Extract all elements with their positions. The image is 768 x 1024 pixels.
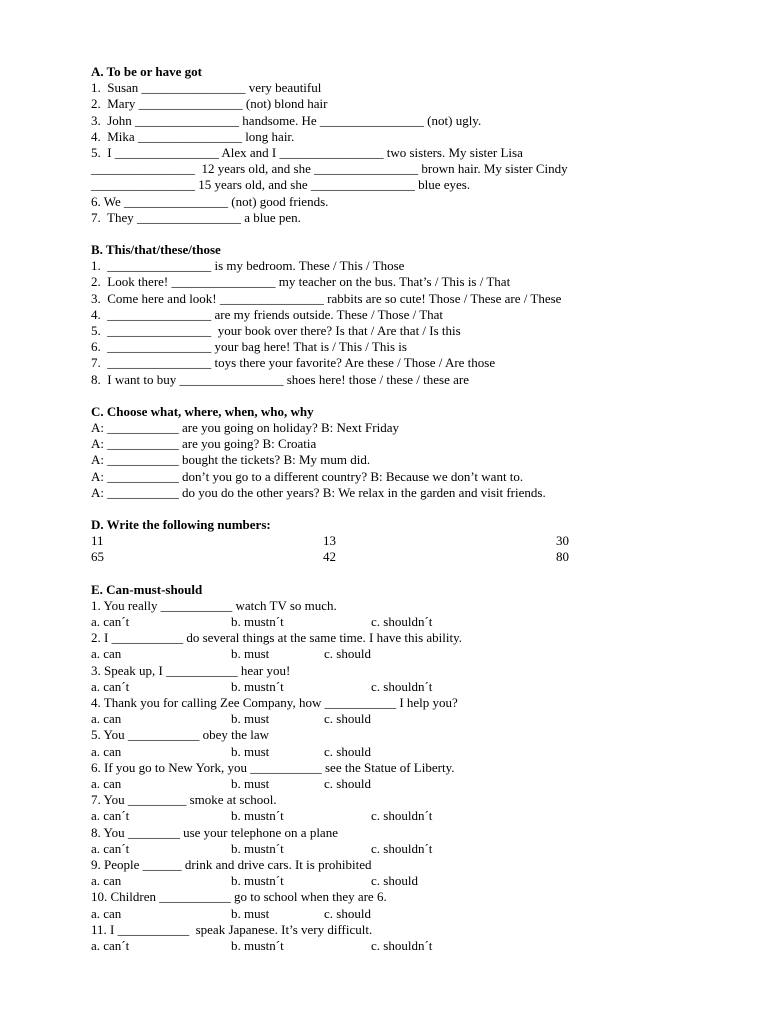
question-list bbox=[91, 598, 768, 954]
section-a-line: 3. John ________________ handsome. He ________________ (not) ugly. bbox=[91, 112, 482, 128]
section-d-title: D. Write the following numbers: bbox=[91, 517, 271, 533]
answer-options bbox=[91, 776, 768, 792]
section-a-line: 7. They ________________ a blue pen. bbox=[91, 209, 301, 225]
answer-options bbox=[91, 614, 768, 630]
section-b bbox=[91, 242, 768, 388]
section-b-line: 5. ________________ your book over there? Is that / Are that / Is this bbox=[91, 323, 461, 339]
section-b-line: 2. Look there! ________________ my teacher on the bus. That’s / This is / That bbox=[91, 274, 511, 290]
option-b: b. mustn´t bbox=[231, 873, 284, 889]
section-e bbox=[91, 582, 768, 955]
section-a-line: 1. Susan ________________ very beautiful bbox=[91, 80, 322, 96]
option-a: a. can bbox=[91, 776, 122, 792]
section-c-line: A: ___________ bought the tickets? B: My mum did. bbox=[91, 452, 371, 468]
section-b-line: 6. ________________ your bag here! That is / This / This is bbox=[91, 339, 407, 355]
section-c bbox=[91, 404, 768, 501]
question-text: 3. Speak up, I ___________ hear you! bbox=[91, 662, 291, 678]
section-a-line: 2. Mary ________________ (not) blond hair bbox=[91, 96, 328, 112]
number-cell: 65 bbox=[91, 549, 104, 565]
section-c-line: A: ___________ do you do the other years? B: We relax in the garden and visit friends. bbox=[91, 484, 546, 500]
section-e-title: E. Can-must-should bbox=[91, 581, 203, 597]
numbers-row bbox=[91, 533, 768, 549]
section-b-line: 1. ________________ is my bedroom. These / This / Those bbox=[91, 258, 405, 274]
question-text: 2. I ___________ do several things at the same time. I have this ability. bbox=[91, 630, 463, 646]
section-a-line: ________________ 15 years old, and she ________________ blue eyes. bbox=[91, 177, 471, 193]
question-text: 1. You really ___________ watch TV so much. bbox=[91, 597, 337, 613]
option-a: a. can´t bbox=[91, 678, 130, 694]
section-a-line: 4. Mika ________________ long hair. bbox=[91, 128, 295, 144]
section-c-line: A: ___________ are you going? B: Croatia bbox=[91, 436, 317, 452]
answer-options bbox=[91, 808, 768, 824]
answer-options bbox=[91, 873, 768, 889]
option-a: a. can´t bbox=[91, 937, 130, 953]
option-a: a. can´t bbox=[91, 840, 130, 856]
question-text: 8. You ________ use your telephone on a plane bbox=[91, 824, 338, 840]
answer-options bbox=[91, 646, 768, 662]
option-a: a. can bbox=[91, 905, 122, 921]
answer-options bbox=[91, 711, 768, 727]
option-b: b. must bbox=[231, 905, 270, 921]
numbers-row bbox=[91, 549, 768, 565]
section-c-line: A: ___________ are you going on holiday? B: Next Friday bbox=[91, 420, 399, 436]
question-text: 5. You ___________ obey the law bbox=[91, 727, 270, 743]
answer-options bbox=[91, 938, 768, 954]
option-c: c. should bbox=[324, 776, 371, 792]
answer-options bbox=[91, 679, 768, 695]
section-c-title: C. Choose what, where, when, who, why bbox=[91, 403, 314, 419]
section-b-line: 4. ________________ are my friends outside. These / Those / That bbox=[91, 306, 444, 322]
option-c: c. shouldn´t bbox=[371, 614, 433, 630]
question-text: 10. Children ___________ go to school when they are 6. bbox=[91, 889, 387, 905]
number-cell: 30 bbox=[556, 533, 569, 549]
option-a: a. can bbox=[91, 873, 122, 889]
option-a: a. can bbox=[91, 711, 122, 727]
question-text: 7. You _________ smoke at school. bbox=[91, 792, 277, 808]
answer-options bbox=[91, 744, 768, 760]
option-b: b. mustn´t bbox=[231, 840, 284, 856]
section-d bbox=[91, 517, 768, 566]
question-text: 4. Thank you for calling Zee Company, how ___________ I help you? bbox=[91, 695, 458, 711]
option-b: b. mustn´t bbox=[231, 614, 284, 630]
answer-options bbox=[91, 906, 768, 922]
section-a-title: A. To be or have got bbox=[91, 64, 202, 79]
number-cell: 13 bbox=[323, 533, 336, 549]
section-b-line: 8. I want to buy ________________ shoes here! those / these / these are bbox=[91, 371, 470, 387]
option-b: b. must bbox=[231, 646, 270, 662]
option-b: b. must bbox=[231, 711, 270, 727]
option-a: a. can bbox=[91, 743, 122, 759]
option-b: b. must bbox=[231, 776, 270, 792]
section-c-line: A: ___________ don’t you go to a different country? B: Because we don’t want to. bbox=[91, 468, 524, 484]
option-c: c. should bbox=[324, 743, 371, 759]
option-c: c. shouldn´t bbox=[371, 808, 433, 824]
answer-options bbox=[91, 841, 768, 857]
question-text: 9. People ______ drink and drive cars. It is prohibited bbox=[91, 856, 372, 872]
number-cell: 42 bbox=[323, 549, 336, 565]
section-a-line: ________________ 12 years old, and she ________________ brown hair. My sister Cindy bbox=[91, 161, 568, 177]
option-a: a. can´t bbox=[91, 614, 130, 630]
option-b: b. must bbox=[231, 743, 270, 759]
section-a bbox=[91, 64, 768, 226]
number-cell: 80 bbox=[556, 549, 569, 565]
section-b-line: 7. ________________ toys there your favorite? Are these / Those / Are those bbox=[91, 355, 496, 371]
option-b: b. mustn´t bbox=[231, 937, 284, 953]
option-c: c. should bbox=[371, 873, 418, 889]
option-c: c. should bbox=[324, 646, 371, 662]
question-text: 6. If you go to New York, you ___________ see the Statue of Liberty. bbox=[91, 759, 455, 775]
option-c: c. shouldn´t bbox=[371, 840, 433, 856]
option-a: a. can bbox=[91, 646, 122, 662]
section-b-line: 3. Come here and look! ________________ rabbits are so cute! Those / These are / These bbox=[91, 290, 562, 306]
section-a-line: 5. I ________________ Alex and I ________________ two sisters. My sister Lisa bbox=[91, 145, 523, 161]
option-c: c. should bbox=[324, 711, 371, 727]
question-text: 11. I ___________ speak Japanese. It’s very difficult. bbox=[91, 921, 373, 937]
option-c: c. shouldn´t bbox=[371, 937, 433, 953]
number-cell: 11 bbox=[91, 533, 104, 549]
option-b: b. mustn´t bbox=[231, 678, 284, 694]
section-a-line: 6. We ________________ (not) good friends. bbox=[91, 193, 329, 209]
section-b-title: B. This/that/these/those bbox=[91, 242, 221, 258]
option-a: a. can´t bbox=[91, 808, 130, 824]
option-c: c. shouldn´t bbox=[371, 678, 433, 694]
option-b: b. mustn´t bbox=[231, 808, 284, 824]
option-c: c. should bbox=[324, 905, 371, 921]
